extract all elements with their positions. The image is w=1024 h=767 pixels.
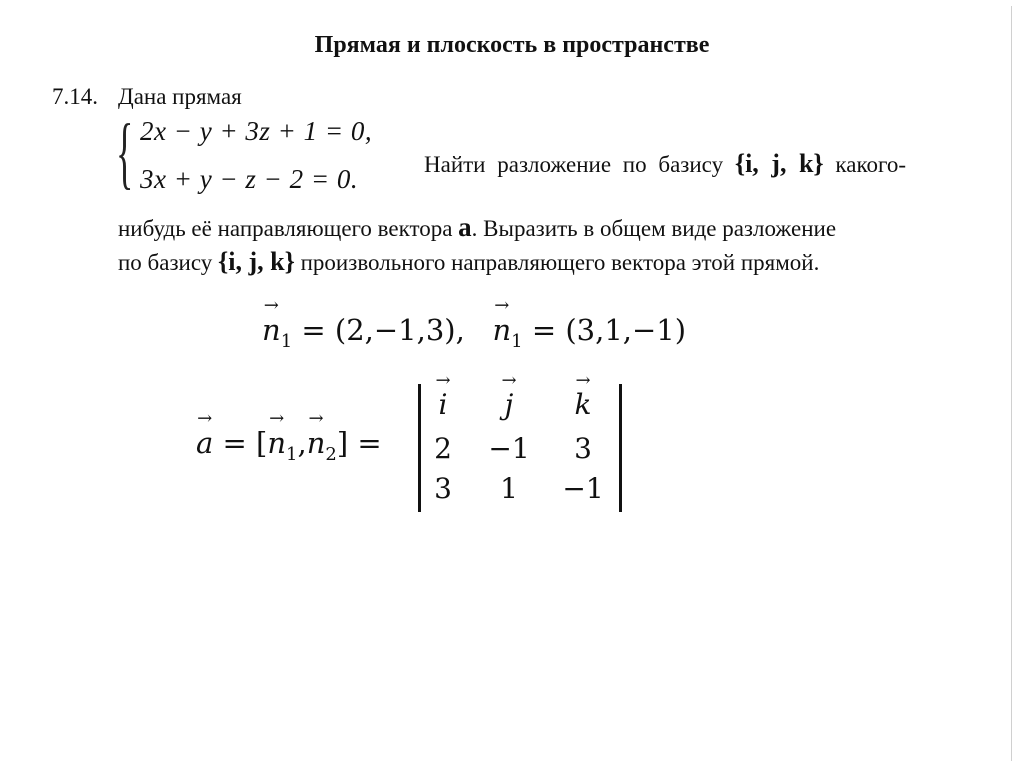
a-close: ] = — [336, 426, 382, 460]
det-cell-r1c0: 2 — [434, 432, 452, 465]
find-text: Найти разложение по базису — [424, 152, 724, 177]
normal-1-value: = (2,−1,3), — [301, 313, 465, 347]
a-symbol: → a — [196, 426, 213, 460]
line3-end: произвольного направляющего вектора этой прямой. — [300, 250, 820, 275]
line2-start: нибудь её направляющего вектора — [118, 216, 453, 241]
given-text: Дана прямая — [118, 84, 242, 109]
find-tail: какого- — [835, 152, 906, 177]
problem-number: 7.14. — [52, 84, 98, 109]
det-cell-r2c0: 3 — [434, 472, 452, 505]
a-n1: → n — [267, 426, 286, 460]
line3-start: по базису — [118, 250, 213, 275]
normal-2-value: = (3,1,−1) — [531, 313, 687, 347]
line2-end: . Выразить в общем виде разложение — [471, 216, 837, 241]
slide-edge — [1011, 6, 1012, 761]
normal-2-symbol: → n — [492, 313, 511, 347]
basis-set-2: {i, j, k} — [218, 247, 295, 276]
cross-product-expression — [196, 426, 382, 465]
det-cell-r1c1: −1 — [488, 432, 530, 465]
normal-2-sub: 1 — [511, 330, 523, 352]
det-cell-k: → k — [553, 388, 613, 421]
det-cell-r1c2: 3 — [574, 432, 592, 465]
determinant — [418, 384, 622, 512]
normal-1-symbol: → n — [262, 313, 281, 347]
normal-1-sub: 1 — [280, 330, 293, 352]
slide-title: Прямая и плоскость в пространстве — [314, 32, 710, 58]
vector-a: a — [458, 212, 472, 242]
normal-vectors — [262, 313, 686, 352]
system-brace: { — [116, 109, 134, 197]
find-line — [424, 149, 906, 179]
a-n1-sub: 1 — [286, 443, 298, 465]
equation-2: 3x + y − z − 2 = 0. — [140, 164, 359, 194]
a-comma: , — [297, 426, 307, 460]
equation-1: 2x − y + 3z + 1 = 0, — [140, 116, 373, 146]
a-n2-sub: 2 — [325, 443, 337, 465]
basis-set: {i, j, k} — [734, 149, 824, 178]
problem-line-3 — [118, 247, 819, 277]
det-cell-r2c2: −1 — [562, 472, 604, 505]
problem-line-2 — [118, 212, 836, 243]
det-cell-r2c1: 1 — [500, 472, 518, 505]
a-open: = [ — [222, 426, 268, 460]
det-cell-j: → j — [479, 388, 539, 421]
det-cell-i: → i — [413, 388, 473, 421]
a-n2: → n — [307, 426, 326, 460]
